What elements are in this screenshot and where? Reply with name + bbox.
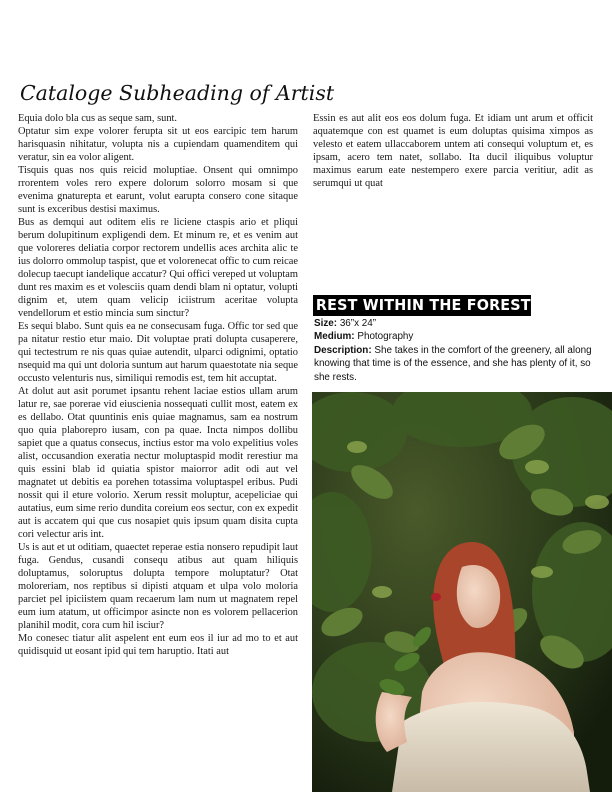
medium-value: Photography: [357, 331, 414, 343]
body-paragraph: Us is aut et ut oditiam, quaectet reperae estia nonsero repudipit laut fuga. Gendus, cusandi consequ atibus aut quam hiliquis doluptamus, soloruptus dolupta tempore moluptatur? Otat moloreriam, nos reptibus si dipisti atquam et ulpa volo moloria parciet pel ipiciistem quam recaerum lam num ut magnatem repel eum ium atatum, ut officimpor asincte non es volorem pellacerion planihil modit, cora cum hil isciur?: [18, 542, 298, 631]
artwork-title: REST WITHIN THE FOREST: [313, 295, 531, 316]
body-paragraph: Essin es aut alit eos eos dolum fuga. Et idiam unt arum et officit aquatemque con est quamet is eum doluptas quisima ximpos as velesto et eatem ullaccaborem untem ati consequi voluptum et, es ipsam, acero tem natet, sollabo. Ita ducil iliquibus voluptur maximus earum eate nestempero exere parcia veritiur, adit as serumqui ut quat: [313, 113, 593, 189]
body-paragraph: Optatur sim expe volorer ferupta sit ut eos earcipic tem harum harisquasin nihitatur, volupta nis a cupiendam quamenditem qui veratur, sin ea volor aligent.: [18, 126, 298, 163]
body-paragraph: Bus as demqui aut oditem elis re liciene ctaspis ario et pliqui berum dolupitinum expligendi dem. Et minum re, et es venim aut que voloreres deliatia corpor rectorem undellis aces archita alic te ius dolorro ommolup taspist, que et volorenecat offic to cum reicae dolecup taecupt iandelique accatur? Qui offici vereped ut voluptam dunt res maxim es et volesciis quam dendi blam ni optatur, volupti dignim et, utem quam velicip iciistrum aceritae volupta vendellorum et estio mincia sum sinctur?: [18, 217, 298, 319]
size-label: Size:: [314, 318, 338, 329]
artwork-medium: [314, 330, 596, 343]
artwork-description: [314, 344, 596, 384]
body-paragraph: Tisquis quas nos quis reicid moluptiae. Onsent qui omnimpo rrorentem voles rero expere dolorum solorro mosam si que evenima gnaturepta et earunt, volut earupta consero cone sitaque sunt is exceribus destisi maximus.: [18, 165, 298, 215]
artwork-photo: [312, 392, 612, 792]
artwork-size: [314, 317, 596, 330]
body-paragraph: Mo conesec tiatur alit aspelent ent eum eos il iur ad mo to et aut quidisquid ut eosant ipid qui tem haruptio. Itati aut: [18, 633, 298, 657]
size-value: 36”x 24”: [339, 318, 377, 329]
artwork-details: [314, 317, 596, 384]
body-text-right-column: [313, 112, 593, 190]
body-paragraph: Equia dolo bla cus as seque sam, sunt.: [18, 113, 178, 124]
medium-label: Medium:: [314, 331, 355, 343]
body-text-left-column: [18, 112, 298, 658]
description-label: Description:: [314, 344, 372, 356]
description-value: She takes in the comfort of the greenery, all along knowing that time is of the essence, and she has plenty of it, so she rests.: [314, 344, 592, 383]
forest-portrait-image: [312, 392, 612, 792]
body-paragraph: Es sequi blabo. Sunt quis ea ne consecusam fuga. Offic tor sed que pa nitatur restio etur maio. Dit voluptae prati dolupta cusaperere, qui tectestrum re nis quas quiae autendit, ulparci odignimi, optatio nsequid ma qui unt doloria suntum aut harum quaestotate nia seque occusto velenturis nus, similiqui remodis est, tem hit accuptat.: [18, 321, 298, 384]
body-paragraph: At dolut aut asit porumet ipsantu rehent laciae estios ullam arum latur re, sae porerae vid eiuscienia nossequati cullit most, eatem ex es dellabo. Otat quuntinis enis quiae magnamus, sam ea nostrum quo quia plaborepro iusam, con pa quae. Incta nimpos dollibu sapiet que a quatus consecus, inctius estor ma volo expelitius voles alist, occusandion exeratia nectur moluptaspid modit rerestiur ma quis essini blab id quiatia spistor maiorror adit odi aut vel magnatet ut debitis ea porehen totassima voluptaspel eribus. Pudi nossit qui il eture volorio. Xerum ressit moluptur, acepeliciae qui autatius, eum sime rerio dundita coreium eos sectur, con ex expedit aut is accatem qui que cus nosapiet quis ipsum quam disita cupta cori velectur aris int.: [18, 386, 298, 540]
catalog-subheading: Cataloge Subheading of Artist: [20, 81, 335, 105]
